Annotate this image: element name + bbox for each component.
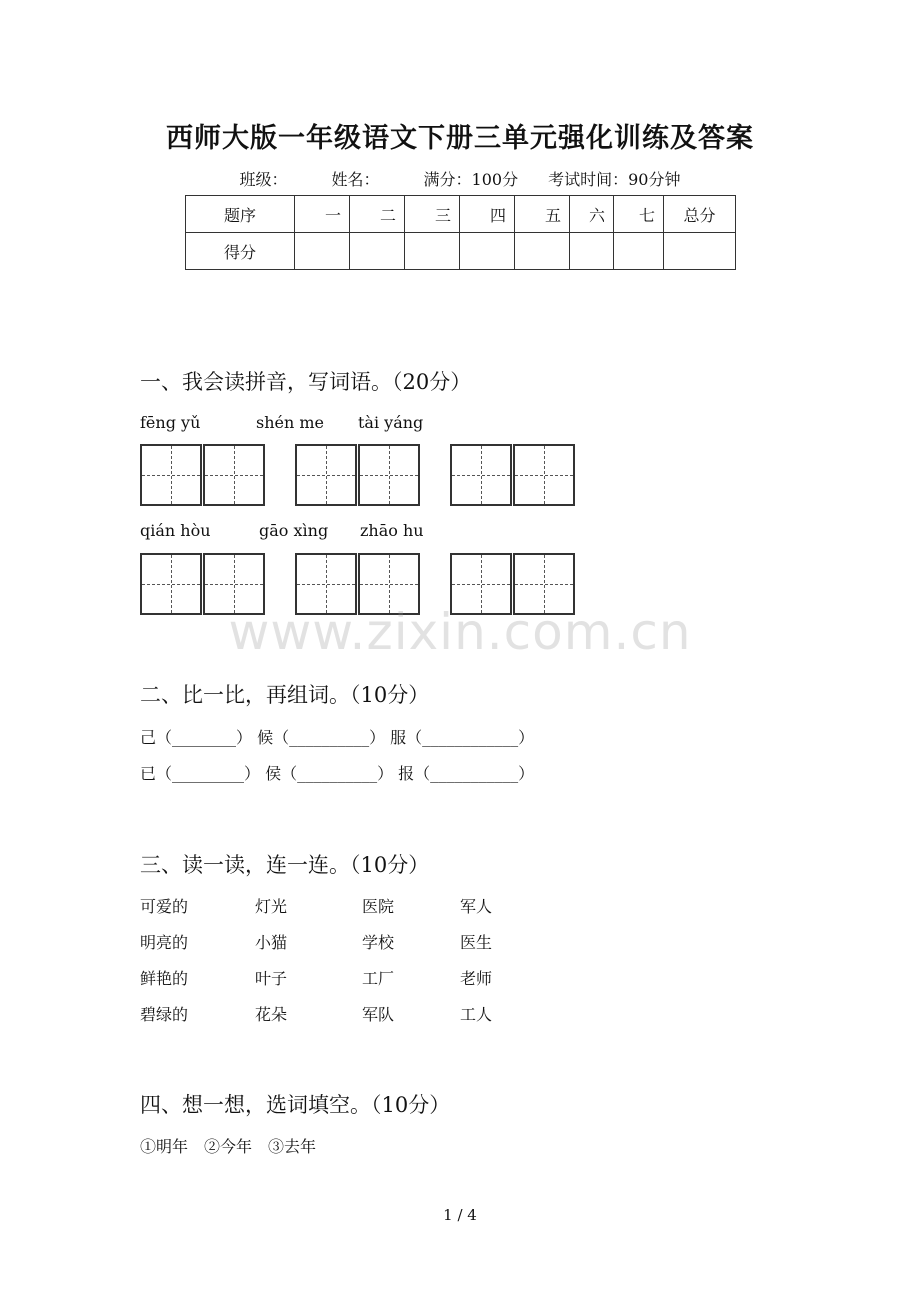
score-table-header-row [186, 196, 736, 233]
header-cell: 题序 [186, 196, 295, 233]
pinyin-label: tài yáng [358, 413, 424, 432]
score-cell[interactable] [515, 233, 570, 270]
match-word[interactable]: 学校 [362, 933, 395, 952]
match-word[interactable]: 小猫 [255, 933, 288, 952]
exam-time: 考试时间：90分钟 [548, 170, 681, 189]
match-word[interactable]: 鲜艳的 [140, 969, 189, 988]
writing-grid-box[interactable] [513, 444, 575, 506]
writing-grid-box[interactable] [358, 444, 420, 506]
match-word[interactable]: 医院 [362, 897, 395, 916]
header-cell: 七 [614, 196, 664, 233]
match-word[interactable]: 花朵 [255, 1005, 288, 1024]
section-3-heading: 三、读一读，连一连。（10分） [140, 853, 430, 877]
score-cell[interactable] [664, 233, 736, 270]
header-cell: 三 [405, 196, 460, 233]
compare-line: 己（________） 候（__________） 服（____________） [140, 728, 535, 747]
name-label: 姓名： [331, 170, 380, 189]
writing-grid-box[interactable] [140, 444, 202, 506]
match-word[interactable]: 工人 [460, 1005, 493, 1024]
header-cell: 一 [295, 196, 350, 233]
writing-grid-box[interactable] [203, 444, 265, 506]
match-word[interactable]: 军队 [362, 1005, 395, 1024]
match-word[interactable]: 医生 [460, 933, 493, 952]
header-cell: 五 [515, 196, 570, 233]
header-cell: 六 [570, 196, 614, 233]
pinyin-label: qián hòu [140, 521, 211, 540]
match-word[interactable]: 明亮的 [140, 933, 189, 952]
match-word[interactable]: 军人 [460, 897, 493, 916]
score-table-score-row [186, 233, 736, 270]
header-cell: 二 [350, 196, 405, 233]
match-word[interactable]: 可爱的 [140, 897, 189, 916]
match-word[interactable]: 灯光 [255, 897, 288, 916]
document-title: 西师大版一年级语文下册三单元强化训练及答案 [166, 123, 754, 154]
writing-grid-box[interactable] [450, 444, 512, 506]
match-word[interactable]: 碧绿的 [140, 1005, 189, 1024]
match-word[interactable]: 老师 [460, 969, 493, 988]
word-options: ①明年 ②今年 ③去年 [140, 1137, 317, 1156]
section-2-heading: 二、比一比，再组词。（10分） [140, 683, 430, 707]
score-cell[interactable] [405, 233, 460, 270]
writing-grid-box[interactable] [295, 444, 357, 506]
pinyin-label: shén me [256, 413, 325, 432]
score-table [185, 195, 736, 270]
compare-line: 已（_________） 侯（__________） 报（___________） [140, 764, 535, 783]
score-row-label: 得分 [186, 233, 295, 270]
score-cell[interactable] [570, 233, 614, 270]
watermark: www.zixin.com.cn [228, 603, 692, 661]
score-cell[interactable] [614, 233, 664, 270]
class-label: 班级： [239, 170, 288, 189]
pinyin-label: zhāo hu [360, 521, 424, 540]
pinyin-label: fēng yǔ [140, 413, 201, 432]
match-word[interactable]: 工厂 [362, 969, 395, 988]
exam-info [0, 167, 920, 190]
header-cell: 总分 [664, 196, 736, 233]
header-cell: 四 [460, 196, 515, 233]
score-cell[interactable] [295, 233, 350, 270]
full-score: 满分：100分 [423, 170, 519, 189]
section-4-heading: 四、想一想，选词填空。（10分） [140, 1093, 451, 1117]
score-cell[interactable] [350, 233, 405, 270]
pinyin-label: gāo xìng [259, 521, 329, 540]
page-number: 1 / 4 [443, 1206, 477, 1224]
match-word[interactable]: 叶子 [255, 969, 288, 988]
score-cell[interactable] [460, 233, 515, 270]
section-1-heading: 一、我会读拼音，写词语。（20分） [140, 370, 472, 394]
